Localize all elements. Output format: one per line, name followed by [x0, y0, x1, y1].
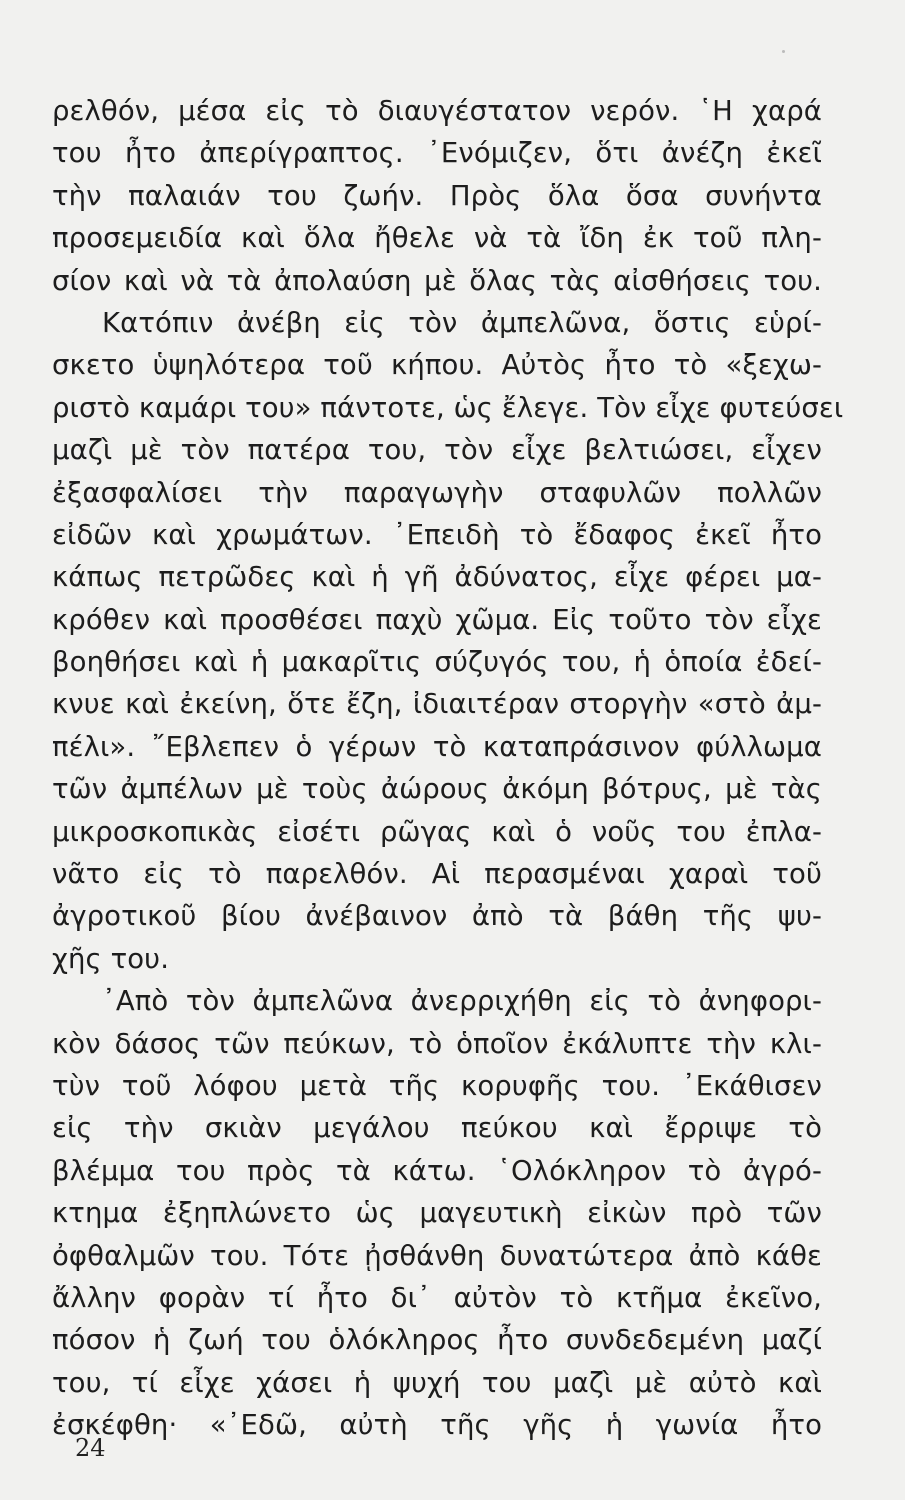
text-line: κτημα ἐξηπλώνετο ὡς μαγευτικὴ εἰκὼν πρὸ τῶν: [52, 1197, 822, 1230]
text-line: εἰδῶν καὶ χρωμάτων. ᾿Επειδὴ τὸ ἔδαφος ἐκεῖ ἦτο: [52, 518, 822, 551]
page-number: 24: [75, 1434, 106, 1462]
text-line: τὺν τοῦ λόφου μετὰ τῆς κορυφῆς του. ᾿Εκάθισεν: [52, 1069, 822, 1102]
text-line: του, τί εἶχε χάσει ἡ ψυχή του μαζὶ μὲ αὐτὸ καὶ: [52, 1366, 822, 1399]
text-line: κάπως πετρῶδες καὶ ἡ γῆ ἀδύνατος, εἶχε φέρει μα-: [52, 561, 822, 594]
text-line: Κατόπιν ἀνέβη εἰς τὸν ἀμπελῶνα, ὅστις εὑρί-: [102, 306, 822, 339]
text-line: μαζὶ μὲ τὸν πατέρα του, τὸν εἶχε βελτιώσει, εἶχεν: [52, 434, 822, 467]
text-line: ριστὸ καμάρι του» πάντοτε, ὡς ἔλεγε. Τὸν εἶχε φυτεύσει: [52, 391, 844, 424]
text-line: ρελθόν, μέσα εἰς τὸ διαυγέστατον νερόν. ῾Η χαρά: [52, 95, 822, 127]
text-line: του ἦτο ἀπερίγραπτος. ᾿Ενόμιζεν, ὅτι ἀνέζη ἐκεῖ: [52, 137, 822, 170]
text-line: πόσον ἡ ζωή του ὁλόκληρος ἦτο συνδεδεμένη μαζί: [52, 1324, 822, 1357]
text-line: σκετο ὑψηλότερα τοῦ κήπου. Αὐτὸς ἦτο τὸ «ξεχω-: [52, 349, 822, 382]
text-line: τὴν παλαιάν του ζωήν. Πρὸς ὅλα ὅσα συνήντα: [52, 179, 822, 212]
text-line: εἰς τὴν σκιὰν μεγάλου πεύκου καὶ ἔρριψε τὸ: [52, 1112, 822, 1145]
text-line: βοηθήσει καὶ ἡ μακαρῖτις σύζυγός του, ἡ ὁποία ἐδεί-: [52, 646, 822, 679]
text-line: χῆς του.: [52, 942, 170, 975]
text-line: βλέμμα του πρὸς τὰ κάτω. ῾Ολόκληρον τὸ ἀγρό-: [52, 1154, 822, 1187]
body-text: [52, 90, 844, 1447]
text-line: νᾶτο εἰς τὸ παρελθόν. Αἱ περασμέναι χαραὶ τοῦ: [52, 858, 822, 891]
text-line: πέλι». ῎Εβλεπεν ὁ γέρων τὸ καταπράσινον φύλλωμα: [52, 730, 822, 763]
text-line: ἐσκέφθη· «᾿Εδῶ, αὐτὴ τῆς γῆς ἡ γωνία ἦτο: [52, 1409, 822, 1442]
paper-speck: [782, 50, 785, 53]
text-line: προσεμειδία καὶ ὅλα ἤθελε νὰ τὰ ἴδη ἐκ τοῦ πλη-: [52, 222, 822, 255]
text-line: ᾿Απὸ τὸν ἀμπελῶνα ἀνερριχήθη εἰς τὸ ἀνηφορι-: [102, 985, 822, 1018]
text-line: τῶν ἀμπέλων μὲ τοὺς ἀώρους ἀκόμη βότρυς, μὲ τὰς: [52, 773, 822, 806]
text-line: κνυε καὶ ἐκείνη, ὅτε ἔζη, ἰδιαιτέραν στοργὴν «στὸ ἀμ-: [52, 688, 822, 721]
text-line: ἄλλην φορὰν τί ἦτο δι᾿ αὐτὸν τὸ κτῆμα ἐκεῖνο,: [52, 1281, 822, 1314]
text-line: ἀγροτικοῦ βίου ἀνέβαινον ἀπὸ τὰ βάθη τῆς ψυ-: [52, 900, 822, 933]
text-line: κρόθεν καὶ προσθέσει παχὺ χῶμα. Εἰς τοῦτο τὸν εἶχε: [52, 603, 822, 636]
text-line: σίον καὶ νὰ τὰ ἀπολαύση μὲ ὅλας τὰς αἰσθήσεις του.: [52, 264, 822, 297]
text-line: κὸν δάσος τῶν πεύκων, τὸ ὁποῖον ἐκάλυπτε τὴν κλι-: [52, 1027, 822, 1060]
text-line: ἐξασφαλίσει τὴν παραγωγὴν σταφυλῶν πολλῶν: [52, 476, 822, 509]
text-line: μικροσκοπικὰς εἰσέτι ρῶγας καὶ ὁ νοῦς του ἐπλα-: [52, 815, 822, 848]
text-line: ὀφθαλμῶν του. Τότε ᾐσθάνθη δυνατώτερα ἀπὸ κάθε: [52, 1239, 822, 1272]
